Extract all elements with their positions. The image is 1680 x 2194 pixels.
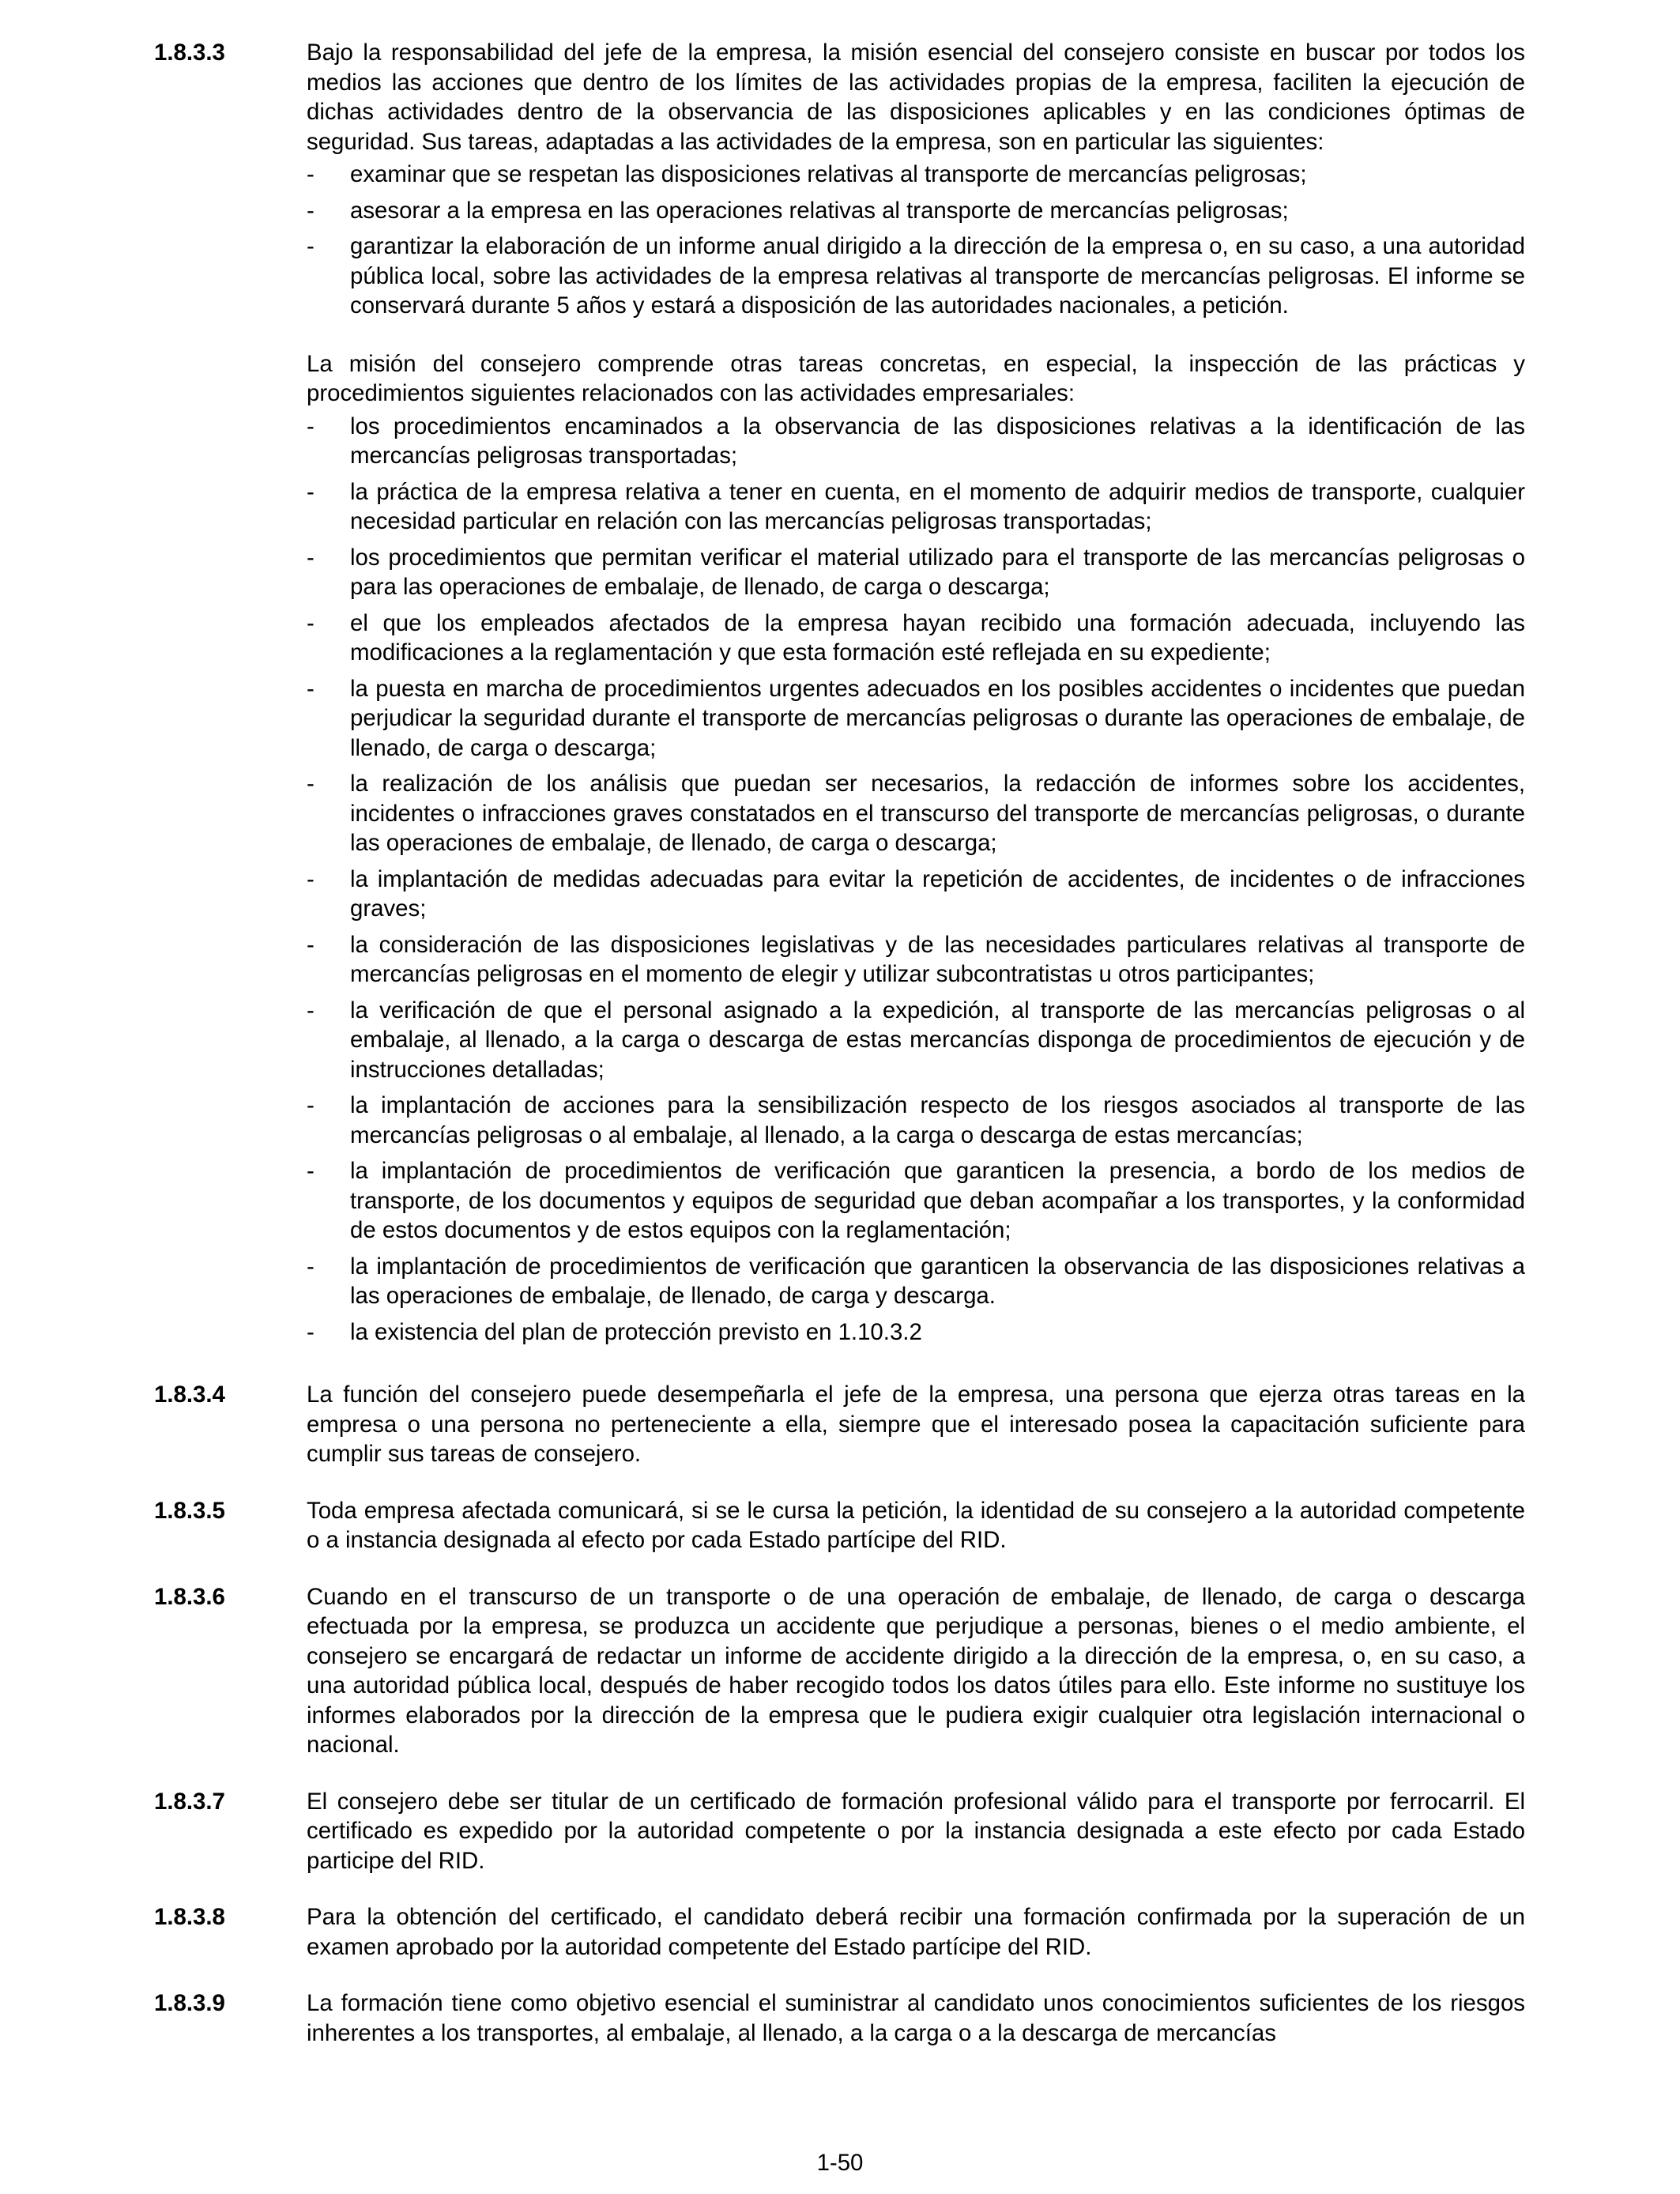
- list-item-text: la implantación de procedimientos de verificación que garanticen la presencia, a bordo de los medios de transporte, de los documentos y equipos de seguridad que deban acompañar a los transportes, y la conformidad de estos documentos y de estos equipos con la reglamentación;: [350, 1158, 1525, 1243]
- section-content: [307, 1582, 1525, 1760]
- page-number: 1-50: [816, 2150, 864, 2176]
- task-list: [307, 160, 1525, 321]
- section-content: [307, 1902, 1525, 1962]
- list-item: [307, 1252, 1525, 1311]
- bullet-dash: -: [307, 771, 315, 797]
- section-number: 1.8.3.7: [154, 1788, 225, 1815]
- section-text: Para la obtención del certificado, el candidato deberá recibir una formación confirmada por la superación de un examen aprobado por la autoridad competente del Estado partícipe del RID.: [307, 1904, 1525, 1960]
- list-item-text: la realización de los análisis que puedan ser necesarios, la redacción de informes sobre los accidentes, incidentes o infracciones graves constatados en el transcurso del transporte de mercancías peligrosas, o durante las operaciones de embalaje, de llenado, de carga o descarga;: [350, 771, 1525, 856]
- section-intro: Bajo la responsabilidad del jefe de la empresa, la misión esencial del consejero consiste en buscar por todos los medios las acciones que dentro de los límites de las actividades propias de la empresa, faciliten la ejecución de dichas actividades dentro de la observancia de las disposiciones aplicables y en las condiciones óptimas de seguridad. Sus tareas, adaptadas a las actividades de la empresa, son en particular las siguientes:: [307, 40, 1525, 155]
- list-item-text: la implantación de acciones para la sensibilización respecto de los riesgos asociados al transporte de las mercancías peligrosas o al embalaje, al llenado, a la carga o descarga de estas mercancías;: [350, 1092, 1525, 1148]
- inspection-list: [307, 412, 1525, 1348]
- list-item-text: la implantación de medidas adecuadas para evitar la repetición de accidentes, de incidentes o de infracciones graves;: [350, 865, 1525, 922]
- section-content: [307, 1989, 1525, 2048]
- list-item-text: la verificación de que el personal asignado a la expedición, al transporte de las mercancías peligrosas o al embalaje, al llenado, a la carga o descarga de estas mercancías disponga de procedimientos de ejecución y de instrucciones detalladas;: [350, 997, 1525, 1083]
- list-item-text: los procedimientos que permitan verificar el material utilizado para el transporte de las mercancías peligrosas o para las operaciones de embalaje, de llenado, de carga o descarga;: [350, 544, 1525, 600]
- list-item: [307, 232, 1525, 321]
- list-item: [307, 543, 1525, 602]
- list-item: [307, 1091, 1525, 1150]
- section-1-8-3-4: [154, 1380, 1525, 1469]
- bullet-dash: -: [307, 865, 315, 892]
- section-1-8-3-5: [154, 1496, 1525, 1555]
- list-item-text: los procedimientos encaminados a la observancia de las disposiciones relativas a la identificación de las mercancías peligrosas transportadas;: [350, 413, 1525, 469]
- list-item: [307, 609, 1525, 668]
- list-item: [307, 412, 1525, 471]
- section-text: Toda empresa afectada comunicará, si se le cursa la petición, la identidad de su consejero a la autoridad competente o a instancia designada al efecto por cada Estado partícipe del RID.: [307, 1497, 1525, 1553]
- list-item: [307, 1318, 1525, 1348]
- section-1-8-3-9: [154, 1989, 1525, 2048]
- list-item-text: la existencia del plan de protección previsto en 1.10.3.2: [350, 1318, 922, 1345]
- list-item: [307, 769, 1525, 858]
- document-page: [154, 38, 1525, 2075]
- bullet-dash: -: [307, 161, 315, 187]
- list-item-text: el que los empleados afectados de la empresa hayan recibido una formación adecuada, incluyendo las modificaciones a la reglamentación y que esta formación esté reflejada en su expediente;: [350, 609, 1525, 665]
- bullet-dash: -: [307, 609, 315, 636]
- section-text: Cuando en el transcurso de un transporte o de una operación de embalaje, de llenado, de carga o descarga efectuada por la empresa, se produzca un accidente que perjudique a personas, bienes o el medio ambiente, el consejero se encargará de redactar un informe de accidente dirigido a la dirección de la empresa, o, en su caso, a una autoridad pública local, después de haber recogido todos los datos útiles para ello. Este informe no sustituye los informes elaborados por la dirección de la empresa que le pudiera exigir cualquier otra legislación internacional o nacional.: [307, 1583, 1525, 1758]
- bullet-dash: -: [307, 931, 315, 958]
- list-item-text: examinar que se respetan las disposiciones relativas al transporte de mercancías peligrosas;: [350, 161, 1307, 187]
- section-intro-2: La misión del consejero comprende otras tareas concretas, en especial, la inspección de las prácticas y procedimientos siguientes relacionados con las actividades empresariales:: [307, 350, 1525, 406]
- section-content: [307, 38, 1525, 1353]
- section-content: [307, 1380, 1525, 1469]
- section-number: 1.8.3.3: [154, 40, 225, 66]
- section-number: 1.8.3.5: [154, 1497, 225, 1524]
- section-text: La función del consejero puede desempeñarla el jefe de la empresa, una persona que ejerza otras tareas en la empresa o una persona no perteneciente a ella, siempre que el interesado posea la capacitación suficiente para cumplir sus tareas de consejero.: [307, 1382, 1525, 1467]
- section-1-8-3-3: [154, 38, 1525, 1353]
- section-1-8-3-8: [154, 1902, 1525, 1962]
- list-item: [307, 477, 1525, 537]
- list-item: [307, 1156, 1525, 1246]
- bullet-dash: -: [307, 544, 315, 571]
- section-content: [307, 1496, 1525, 1555]
- list-item-text: la implantación de procedimientos de verificación que garanticen la observancia de las disposiciones relativas a las operaciones de embalaje, de llenado, de carga y descarga.: [350, 1253, 1525, 1309]
- bullet-dash: -: [307, 1253, 315, 1280]
- section-number: 1.8.3.6: [154, 1583, 225, 1610]
- list-item: [307, 930, 1525, 990]
- list-item-text: garantizar la elaboración de un informe anual dirigido a la dirección de la empresa o, en su caso, a una autoridad pública local, sobre las actividades de la empresa relativas al transporte de mercancías peligrosas. El informe se conservará durante 5 años y estará a disposición de las autoridades nacionales, a petición.: [350, 233, 1525, 319]
- list-item-text: la práctica de la empresa relativa a tener en cuenta, en el momento de adquirir medios de transporte, cualquier necesidad particular en relación con las mercancías peligrosas transportadas;: [350, 478, 1525, 534]
- bullet-dash: -: [307, 197, 315, 224]
- bullet-dash: -: [307, 1318, 315, 1345]
- bullet-dash: -: [307, 233, 315, 259]
- list-item-text: la consideración de las disposiciones legislativas y de las necesidades particulares relativas al transporte de mercancías peligrosas en el momento de elegir y utilizar subcontratistas u otros participantes;: [350, 931, 1525, 987]
- section-1-8-3-6: [154, 1582, 1525, 1760]
- bullet-dash: -: [307, 997, 315, 1023]
- section-number: 1.8.3.8: [154, 1904, 225, 1930]
- section-1-8-3-7: [154, 1787, 1525, 1876]
- section-text: El consejero debe ser titular de un certificado de formación profesional válido para el transporte por ferrocarril. El certificado es expedido por la autoridad competente o por la instancia designada a este efecto por cada Estado participe del RID.: [307, 1788, 1525, 1874]
- list-item-text: la puesta en marcha de procedimientos urgentes adecuados en los posibles accidentes o incidentes que puedan perjudicar la seguridad durante el transporte de mercancías peligrosas o durante las operaciones de embalaje, de llenado, de carga o descarga;: [350, 675, 1525, 761]
- bullet-dash: -: [307, 675, 315, 702]
- list-item: [307, 160, 1525, 190]
- section-text: La formación tiene como objetivo esencial el suministrar al candidato unos conocimientos suficientes de los riesgos inherentes a los transportes, al embalaje, al llenado, a la carga o a la descarga de mercancías: [307, 1990, 1525, 2046]
- section-number: 1.8.3.9: [154, 1990, 225, 2016]
- bullet-dash: -: [307, 413, 315, 439]
- list-item: [307, 674, 1525, 763]
- list-item: [307, 196, 1525, 226]
- section-content: [307, 1787, 1525, 1876]
- bullet-dash: -: [307, 1092, 315, 1118]
- section-number: 1.8.3.4: [154, 1382, 225, 1408]
- list-item: [307, 865, 1525, 924]
- list-item: [307, 996, 1525, 1085]
- bullet-dash: -: [307, 478, 315, 505]
- bullet-dash: -: [307, 1158, 315, 1184]
- list-item-text: asesorar a la empresa en las operaciones relativas al transporte de mercancías peligrosas;: [350, 197, 1289, 224]
